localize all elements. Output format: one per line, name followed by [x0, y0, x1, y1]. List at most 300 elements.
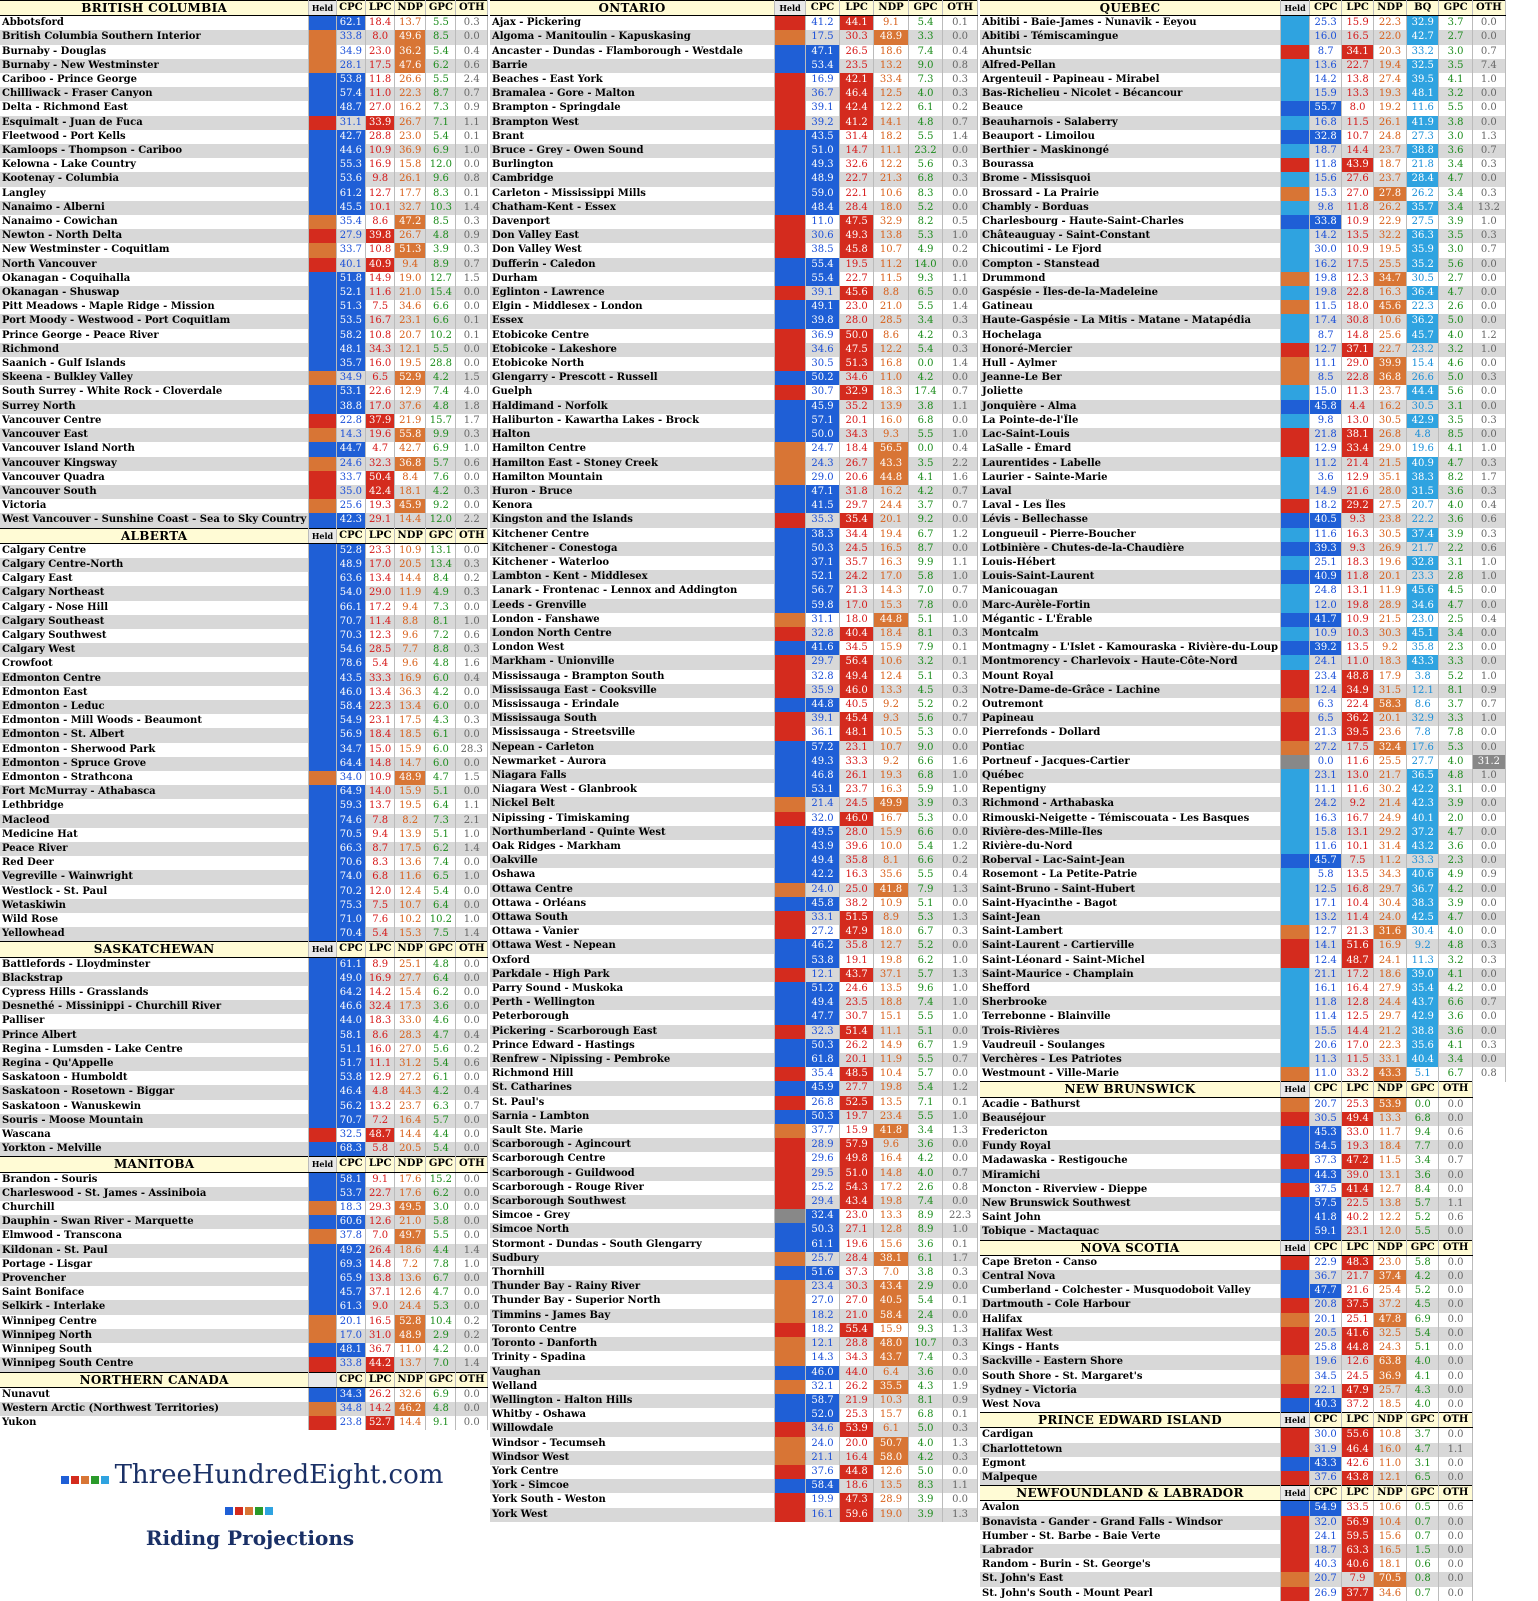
vote-cpc: 26.9: [1310, 1587, 1342, 1601]
riding-name: St. John's East: [980, 1572, 1281, 1586]
vote-gpc: 6.1: [426, 728, 456, 742]
vote-lpc: 12.0: [366, 885, 395, 899]
vote-gpc: 6.6: [426, 300, 456, 314]
riding-name: Charlesbourg - Haute-Saint-Charles: [980, 215, 1281, 229]
vote-oth: 0.4: [1472, 613, 1505, 627]
table-row: [980, 1197, 1506, 1211]
vote-ndp: 44.3: [395, 1085, 426, 1099]
held-indicator: [1281, 1398, 1310, 1413]
vote-gpc: 7.0: [908, 584, 942, 598]
vote-lpc: 48.8: [1342, 670, 1374, 684]
vote-lpc: 10.3: [1342, 627, 1374, 641]
held-indicator: [309, 243, 336, 257]
vote-lpc: 4.8: [366, 1085, 395, 1099]
vote-gpc: 3.6: [1439, 1025, 1472, 1039]
vote-oth: 1.1: [943, 1479, 978, 1493]
vote-cpc: 49.4: [805, 996, 839, 1010]
vote-ndp: 12.4: [395, 885, 426, 899]
table-row: [490, 1167, 978, 1181]
vote-cpc: 23.1: [1310, 769, 1342, 783]
vote-oth: 0.0: [1472, 726, 1505, 740]
vote-gpc: 4.8: [908, 116, 942, 130]
table-row: [490, 726, 978, 740]
held-indicator: [309, 1286, 336, 1300]
vote-cpc: 20.8: [1310, 1298, 1342, 1312]
vote-gpc: 6.6: [426, 314, 456, 328]
party-header-cpc: CPC: [1310, 1082, 1342, 1097]
held-indicator: [775, 982, 806, 996]
vote-oth: 1.4: [943, 130, 978, 144]
vote-lpc: 37.1: [366, 1286, 395, 1300]
vote-oth: 0.3: [943, 1422, 978, 1436]
vote-gpc: 6.9: [426, 442, 456, 456]
vote-oth: 0.0: [1472, 840, 1505, 854]
vote-ndp: 18.4: [874, 627, 909, 641]
vote-cpc: 70.6: [336, 856, 366, 870]
table-row: [980, 1572, 1506, 1586]
held-indicator: [1281, 741, 1310, 755]
vote-cpc: 57.4: [336, 87, 366, 101]
vote-gpc: 3.3: [1439, 655, 1472, 669]
riding-name: Saint-Bruno - Saint-Hubert: [980, 883, 1281, 897]
vote-cpc: 32.8: [805, 627, 839, 641]
vote-bq: 3.8: [1407, 670, 1439, 684]
table-row: [490, 1351, 978, 1365]
province-title: NORTHERN CANADA: [0, 1372, 309, 1387]
riding-name: Niagara West - Glanbrook: [490, 783, 775, 797]
vote-gpc: 5.6: [426, 1043, 456, 1057]
vote-ndp: 10.6: [874, 655, 909, 669]
vote-ndp: 16.0: [874, 414, 909, 428]
vote-gpc: 5.0: [1439, 314, 1472, 328]
table-row: [980, 87, 1506, 101]
held-indicator: [309, 73, 336, 87]
vote-gpc: 3.6: [1439, 485, 1472, 499]
vote-bq: 32.8: [1407, 556, 1439, 570]
held-indicator: [775, 684, 806, 698]
riding-name: Saint John: [980, 1211, 1281, 1225]
party-header-gpc: GPC: [426, 528, 456, 543]
vote-lpc: 4.7: [366, 442, 395, 456]
riding-name: Eglinton - Lawrence: [490, 286, 775, 300]
vote-cpc: 64.4: [336, 757, 366, 771]
vote-oth: 0.0: [1439, 1471, 1472, 1486]
table-row: [980, 101, 1506, 115]
vote-bq: 9.2: [1407, 939, 1439, 953]
vote-oth: 1.3: [943, 968, 978, 982]
riding-name: Brossard - La Prairie: [980, 187, 1281, 201]
vote-ndp: 10.7: [395, 899, 426, 913]
table-row: [0, 714, 488, 728]
vote-oth: 0.0: [1439, 1225, 1472, 1240]
vote-oth: 0.0: [1472, 641, 1505, 655]
vote-ndp: 31.6: [1373, 925, 1406, 939]
party-header-oth: OTH: [1439, 1082, 1472, 1097]
vote-gpc: 0.0: [908, 357, 942, 371]
table-row: [490, 16, 978, 31]
vote-lpc: 26.4: [366, 1244, 395, 1258]
vote-ndp: 12.9: [395, 385, 426, 399]
riding-name: Willowdale: [490, 1422, 775, 1436]
held-indicator: [1281, 726, 1310, 740]
party-header-oth: OTH: [456, 1372, 488, 1387]
vote-lpc: 38.1: [1342, 428, 1374, 442]
riding-name: Gatineau: [980, 300, 1281, 314]
held-indicator: [1281, 1572, 1310, 1586]
riding-name: York South - Weston: [490, 1493, 775, 1507]
table-row: [0, 1215, 488, 1229]
vote-cpc: 11.0: [805, 215, 839, 229]
held-indicator: [309, 385, 336, 399]
table-row: [490, 1039, 978, 1053]
vote-cpc: 35.4: [336, 215, 366, 229]
vote-gpc: 5.2: [1407, 1211, 1439, 1225]
riding-name: Marc-Aurèle-Fortin: [980, 599, 1281, 613]
vote-oth: 1.6: [456, 657, 488, 671]
vote-ndp: 15.9: [874, 641, 909, 655]
held-indicator: [775, 1238, 806, 1252]
vote-gpc: 6.1: [908, 1252, 942, 1266]
party-header-lpc: LPC: [1342, 1486, 1374, 1501]
vote-lpc: 16.3: [840, 868, 874, 882]
vote-ndp: 56.5: [874, 442, 909, 456]
riding-name: Brandon - Souris: [0, 1172, 309, 1187]
held-indicator: [1281, 1298, 1310, 1312]
vote-ndp: 24.1: [1373, 954, 1406, 968]
vote-gpc: 2.6: [908, 1181, 942, 1195]
riding-name: Lambton - Kent - Middlesex: [490, 570, 775, 584]
vote-ndp: 33.0: [395, 1014, 426, 1028]
vote-lpc: 8.3: [366, 856, 395, 870]
riding-name: Central Nova: [980, 1270, 1281, 1284]
vote-gpc: 5.5: [908, 1110, 942, 1124]
vote-cpc: 14.2: [1310, 73, 1342, 87]
vote-oth: 0.0: [943, 1152, 978, 1166]
riding-name: Saskatoon - Wanuskewin: [0, 1100, 309, 1114]
vote-ndp: 24.4: [1373, 996, 1406, 1010]
held-indicator: [309, 1043, 336, 1057]
vote-oth: 1.1: [456, 116, 488, 130]
vote-cpc: 33.7: [336, 471, 366, 485]
vote-ndp: 14.3: [874, 584, 909, 598]
held-indicator: [309, 629, 336, 643]
held-indicator: [775, 1152, 806, 1166]
vote-gpc: 12.0: [426, 513, 456, 528]
riding-name: Burnaby - New Westminster: [0, 59, 309, 73]
vote-cpc: 53.1: [805, 783, 839, 797]
vote-ndp: 13.7: [395, 1357, 426, 1372]
vote-lpc: 23.1: [840, 741, 874, 755]
held-indicator: [309, 258, 336, 272]
held-indicator: [1281, 599, 1310, 613]
vote-lpc: 10.8: [366, 243, 395, 257]
vote-oth: 1.0: [1472, 73, 1505, 87]
vote-lpc: 32.9: [840, 385, 874, 399]
province-title: MANITOBA: [0, 1157, 309, 1172]
vote-bq: 30.5: [1407, 272, 1439, 286]
held-indicator: [775, 130, 806, 144]
province-title: NEW BRUNSWICK: [980, 1082, 1281, 1097]
vote-cpc: 29.6: [805, 1152, 839, 1166]
table-row: [490, 229, 978, 243]
held-indicator: [775, 1280, 806, 1294]
vote-ndp: 19.8: [874, 1081, 909, 1095]
riding-name: Charleswood - St. James - Assiniboia: [0, 1187, 309, 1201]
vote-lpc: 16.0: [366, 357, 395, 371]
held-indicator: [309, 471, 336, 485]
vote-ndp: 28.3: [395, 1029, 426, 1043]
held-indicator: [309, 1201, 336, 1215]
vote-bq: 35.8: [1407, 641, 1439, 655]
vote-ndp: 25.5: [1373, 755, 1406, 769]
table-row: [490, 499, 978, 513]
vote-lpc: 14.8: [1342, 329, 1374, 343]
vote-oth: 0.3: [943, 73, 978, 87]
vote-oth: 0.0: [1472, 883, 1505, 897]
vote-bq: 23.2: [1407, 343, 1439, 357]
vote-ndp: 43.7: [874, 1351, 909, 1365]
table-row: [980, 1039, 1506, 1053]
vote-lpc: 34.4: [840, 528, 874, 542]
table-row: [0, 314, 488, 328]
vote-gpc: 7.8: [1439, 726, 1472, 740]
held-indicator: [1281, 385, 1310, 399]
vote-lpc: 35.7: [840, 556, 874, 570]
held-indicator: [775, 499, 806, 513]
vote-ndp: 35.1: [1373, 471, 1406, 485]
held-indicator: [1281, 172, 1310, 186]
table-row: [980, 1443, 1506, 1457]
vote-lpc: 12.6: [366, 1215, 395, 1229]
vote-oth: 0.7: [456, 87, 488, 101]
held-indicator: [775, 1138, 806, 1152]
held-indicator: [309, 130, 336, 144]
party-header-cpc: CPC: [336, 942, 366, 957]
held-indicator: [309, 1014, 336, 1028]
vote-oth: 0.0: [1439, 1341, 1472, 1355]
vote-lpc: 43.4: [840, 1195, 874, 1209]
riding-name: Cypress Hills - Grasslands: [0, 986, 309, 1000]
vote-bq: 4.8: [1407, 428, 1439, 442]
vote-cpc: 12.7: [1310, 343, 1342, 357]
held-column-header: Held: [309, 528, 336, 543]
table-row: [980, 428, 1506, 442]
vote-gpc: 5.1: [908, 1025, 942, 1039]
riding-name: Kamloops - Thompson - Cariboo: [0, 144, 309, 158]
vote-cpc: 53.8: [805, 954, 839, 968]
vote-gpc: 3.7: [1407, 1428, 1439, 1443]
vote-lpc: 12.9: [366, 1071, 395, 1085]
vote-oth: 0.0: [1439, 1284, 1472, 1298]
vote-oth: 0.0: [943, 812, 978, 826]
vote-cpc: 50.2: [805, 371, 839, 385]
vote-lpc: 41.6: [1342, 1327, 1374, 1341]
held-indicator: [1281, 1010, 1310, 1024]
table-row: [490, 528, 978, 542]
vote-oth: 0.3: [943, 1451, 978, 1465]
ridings-table: [0, 0, 488, 1430]
vote-ndp: 9.2: [1373, 641, 1406, 655]
vote-oth: 0.8: [943, 59, 978, 73]
vote-cpc: 9.8: [1310, 414, 1342, 428]
held-indicator: [1281, 1197, 1310, 1211]
vote-oth: 0.3: [1472, 457, 1505, 471]
vote-cpc: 15.5: [1310, 1025, 1342, 1039]
vote-lpc: 9.1: [366, 1172, 395, 1187]
vote-bq: 19.6: [1407, 442, 1439, 456]
vote-cpc: 54.6: [336, 643, 366, 657]
vote-gpc: 6.7: [908, 1039, 942, 1053]
held-indicator: [309, 272, 336, 286]
table-row: [0, 1043, 488, 1057]
vote-ndp: 15.6: [1373, 1530, 1406, 1544]
vote-lpc: 17.2: [1342, 968, 1374, 982]
held-indicator: [775, 258, 806, 272]
vote-cpc: 42.3: [336, 513, 366, 528]
vote-ndp: 29.2: [1373, 826, 1406, 840]
vote-oth: 1.0: [943, 1010, 978, 1024]
vote-cpc: 59.3: [336, 799, 366, 813]
vote-ndp: 48.0: [874, 1337, 909, 1351]
vote-oth: 0.4: [943, 45, 978, 59]
vote-ndp: 10.6: [874, 187, 909, 201]
vote-lpc: 19.5: [840, 258, 874, 272]
party-header-gpc: GPC: [1407, 1082, 1439, 1097]
vote-lpc: 40.9: [366, 258, 395, 272]
vote-oth: 0.0: [1472, 16, 1505, 31]
held-indicator: [1281, 613, 1310, 627]
vote-lpc: 47.9: [1342, 1384, 1374, 1398]
vote-gpc: 15.4: [426, 286, 456, 300]
vote-gpc: 4.8: [1439, 769, 1472, 783]
vote-cpc: 18.2: [805, 1323, 839, 1337]
table-row: [0, 828, 488, 842]
party-header-oth: OTH: [456, 528, 488, 543]
table-row: [0, 1402, 488, 1416]
table-row: [490, 854, 978, 868]
vote-gpc: 5.4: [908, 1081, 942, 1095]
vote-lpc: 56.9: [1342, 1516, 1374, 1530]
riding-name: Yorkton - Melville: [0, 1142, 309, 1157]
riding-name: Sudbury: [490, 1252, 775, 1266]
table-row: [980, 826, 1506, 840]
vote-lpc: 28.5: [366, 643, 395, 657]
vote-cpc: 35.3: [805, 513, 839, 527]
held-indicator: [775, 1493, 806, 1507]
vote-lpc: 19.3: [366, 499, 395, 513]
vote-gpc: 5.7: [426, 457, 456, 471]
vote-gpc: 7.8: [426, 1258, 456, 1272]
vote-ndp: 12.1: [1373, 1471, 1406, 1486]
held-indicator: [309, 1416, 336, 1430]
vote-cpc: 25.1: [1310, 556, 1342, 570]
vote-gpc: 7.8: [908, 599, 942, 613]
vote-cpc: 12.1: [805, 968, 839, 982]
riding-name: Halifax West: [980, 1327, 1281, 1341]
vote-cpc: 63.6: [336, 572, 366, 586]
vote-lpc: 28.0: [840, 826, 874, 840]
vote-cpc: 57.5: [1310, 1197, 1342, 1211]
held-indicator: [309, 558, 336, 572]
riding-name: Renfrew - Nipissing - Pembroke: [490, 1053, 775, 1067]
riding-name: Edmonton - Leduc: [0, 700, 309, 714]
vote-ndp: 27.9: [1373, 982, 1406, 996]
vote-lpc: 20.0: [840, 1437, 874, 1451]
vote-ndp: 25.5: [1373, 258, 1406, 272]
vote-ndp: 10.9: [874, 897, 909, 911]
vote-cpc: 54.9: [336, 714, 366, 728]
held-indicator: [775, 457, 806, 471]
vote-ndp: 8.6: [874, 329, 909, 343]
table-row: [490, 712, 978, 726]
vote-ndp: 29.7: [1373, 883, 1406, 897]
vote-gpc: 4.2: [1407, 1270, 1439, 1284]
party-header-cpc: CPC: [336, 528, 366, 543]
riding-name: Ottawa South: [490, 911, 775, 925]
vote-ndp: 19.3: [874, 769, 909, 783]
vote-lpc: 42.1: [840, 73, 874, 87]
vote-ndp: 11.1: [874, 144, 909, 158]
vote-ndp: 52.9: [395, 371, 426, 385]
vote-gpc: 5.5: [426, 1229, 456, 1243]
vote-cpc: 14.3: [336, 428, 366, 442]
table-row: [980, 1544, 1506, 1558]
held-indicator: [309, 187, 336, 201]
vote-cpc: 42.2: [805, 868, 839, 882]
vote-cpc: 48.9: [805, 172, 839, 186]
party-header-gpc: GPC: [1407, 1486, 1439, 1501]
party-header-ndp: NDP: [395, 1157, 426, 1172]
held-indicator: [775, 755, 806, 769]
vote-cpc: 53.7: [336, 1187, 366, 1201]
vote-ndp: 24.8: [1373, 130, 1406, 144]
vote-ndp: 45.9: [395, 499, 426, 513]
vote-cpc: 37.1: [805, 556, 839, 570]
table-row: [490, 1110, 978, 1124]
vote-gpc: 8.9: [908, 1223, 942, 1237]
table-row: [980, 1355, 1506, 1369]
vote-cpc: 11.8: [1310, 996, 1342, 1010]
vote-cpc: 44.7: [336, 442, 366, 456]
vote-ndp: 26.2: [1373, 201, 1406, 215]
vote-bq: 42.7: [1407, 30, 1439, 44]
table-row: [490, 385, 978, 399]
riding-name: Sherbrooke: [980, 996, 1281, 1010]
vote-oth: 0.3: [943, 925, 978, 939]
held-indicator: [775, 599, 806, 613]
table-row: [0, 1357, 488, 1372]
vote-ndp: 41.8: [874, 1124, 909, 1138]
riding-name: Saanich - Gulf Islands: [0, 357, 309, 371]
vote-oth: 1.6: [943, 755, 978, 769]
held-indicator: [309, 700, 336, 714]
vote-gpc: 6.1: [908, 101, 942, 115]
table-row: [980, 1025, 1506, 1039]
vote-ndp: 23.7: [1373, 172, 1406, 186]
riding-name: Lethbridge: [0, 799, 309, 813]
held-indicator: [1281, 684, 1310, 698]
table-row: [0, 442, 488, 456]
vote-ndp: 33.4: [874, 73, 909, 87]
party-header-ndp: NDP: [1373, 1, 1406, 16]
vote-oth: 0.6: [456, 59, 488, 73]
vote-cpc: 54.0: [336, 586, 366, 600]
table-row: [980, 16, 1506, 31]
vote-ndp: 9.4: [395, 258, 426, 272]
vote-gpc: 3.7: [908, 499, 942, 513]
vote-ndp: 28.0: [1373, 485, 1406, 499]
held-indicator: [775, 1366, 806, 1380]
